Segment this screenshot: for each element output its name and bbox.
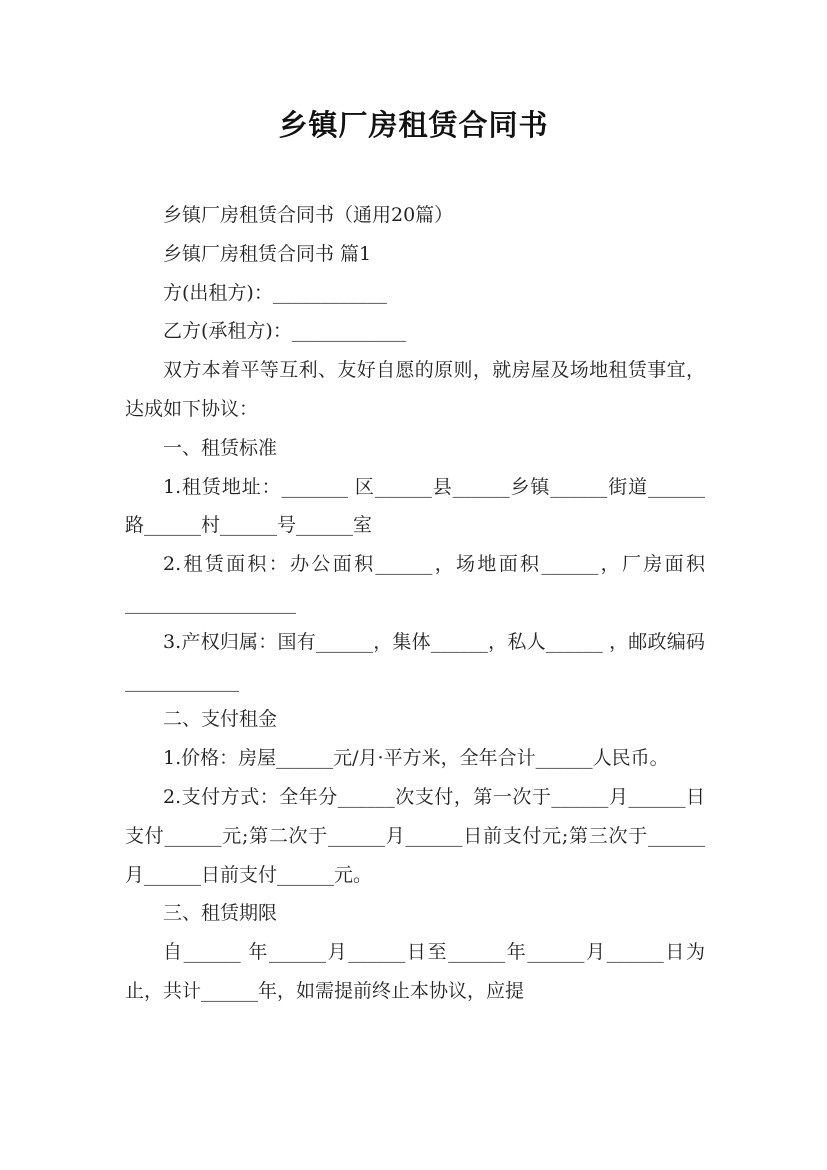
paragraph-heading-part1: 乡镇厂房租赁合同书 篇1 [163,242,372,265]
paragraph-price: 1.价格：房屋______元/月·平方米，全年合计______人民币。 [163,747,669,770]
paragraph-party-b: 乙方(承租方)：____________ [163,320,406,343]
paragraph-party-a: 方(出租方)：____________ [163,281,387,304]
section-heading-rent-payment: 二、支付租金 [163,708,278,731]
document-body [125,196,705,1011]
document-title: 乡镇厂房租赁合同书 [278,108,549,142]
section-heading-lease-term: 三、租赁期限 [163,902,278,925]
section-heading-rental-standard: 一、租赁标准 [163,436,278,459]
paragraph-agreement-intro: 双方本着平等互利、友好自愿的原则，就房屋及场地租赁事宜，达成如下协议： [125,359,705,420]
paragraph-ownership: 3.产权归属：国有______，集体______，私人______ ，邮政编码____________ [125,630,705,692]
paragraph-rental-area: 2.租赁面积：办公面积______，场地面积______，厂房面积__________________ [125,553,705,614]
paragraph-payment-method: 2.支付方式：全年分______次支付，第一次于______月______日支付______元;第二次于______月______日前支付元;第三次于______月______日前支付______元。 [125,785,705,886]
paragraph-lease-period: 自______ 年______月______日至______年______月______日为止，共计______年，如需提前终止本协议，应提 [125,941,705,1002]
paragraph-rental-address: 1.租赁地址：_______ 区______县______乡镇______街道______路______村______号______室 [125,475,705,537]
paragraph-heading-general: 乡镇厂房租赁合同书（通用20篇） [163,204,454,226]
